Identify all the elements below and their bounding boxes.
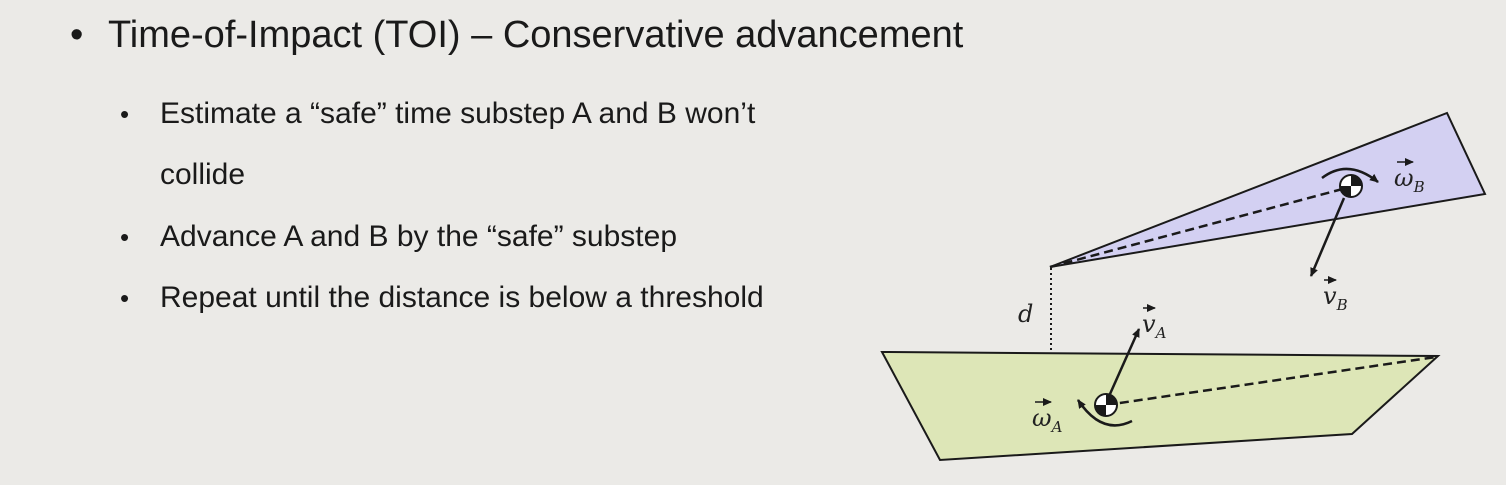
bullet-dot: • [120,99,130,129]
main-bullet [70,12,963,58]
velocity-b-label: $v_B$ [1323,282,1348,314]
sub-bullet-3 [120,278,764,318]
main-bullet-text: Time-of-Impact (TOI) – Conservative advancement [108,14,964,56]
bullet-dot: • [120,222,130,252]
sub-bullet-1 [120,94,755,134]
center-of-mass-b-icon [1340,175,1362,197]
sub-bullet-1-text: Estimate a “safe” time substep A and B won’t [160,97,756,130]
center-of-mass-a-icon [1095,394,1117,416]
sub-bullet-3-text: Repeat until the distance is below a threshold [160,281,764,314]
toi-diagram [870,100,1506,480]
omega-a-label: $\omega_A$ [1032,404,1063,436]
body-a [882,352,1438,460]
bullet-dot: • [70,14,84,56]
velocity-a-label: $v_A$ [1142,310,1167,342]
omega-b-label: $\omega_B$ [1394,164,1425,196]
sub-bullet-2 [120,217,677,257]
sub-bullet-1-continuation: collide [160,158,246,191]
sub-bullet-2-text: Advance A and B by the “safe” substep [160,220,678,253]
bullet-dot: • [120,283,130,313]
distance-label: d [1018,300,1034,328]
